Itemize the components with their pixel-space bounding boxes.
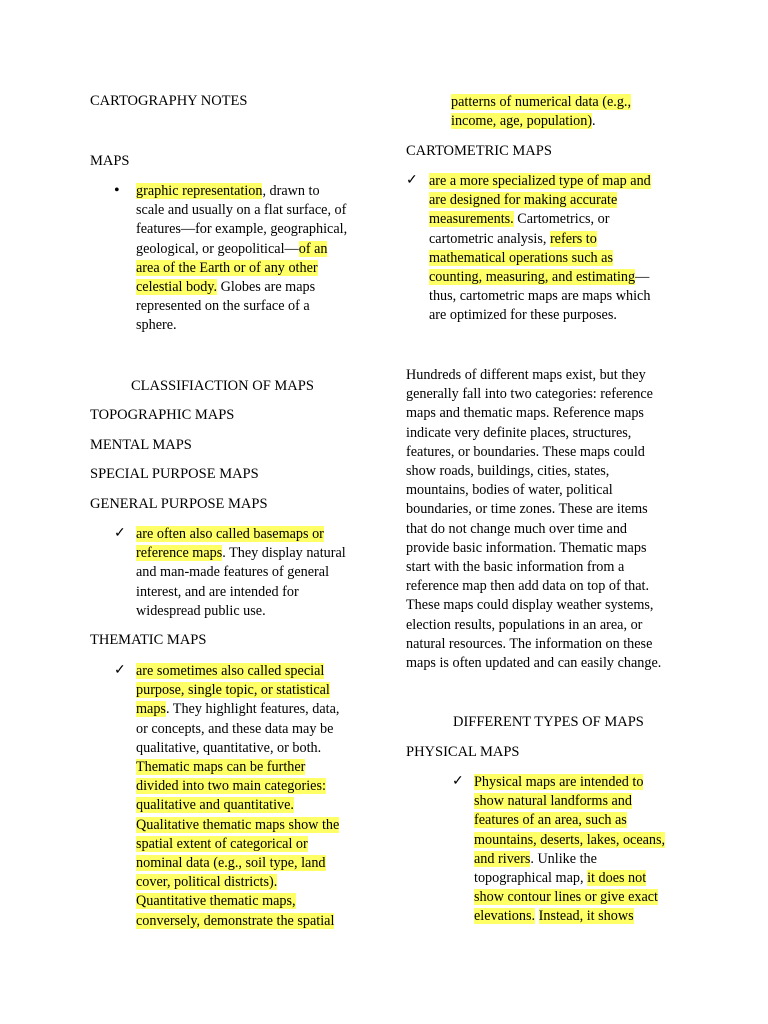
text-line xyxy=(136,912,368,931)
text-line xyxy=(136,854,368,873)
text-line: features—for example, geographical, xyxy=(136,221,348,238)
text-line: and rivers. Unlike the xyxy=(474,850,597,867)
highlight-run: Physical maps are intended to xyxy=(474,774,644,790)
text-line: interest, and are intended for xyxy=(136,583,299,600)
text-line xyxy=(474,888,684,907)
highlight-run: patterns of numerical data (e.g., xyxy=(451,94,632,110)
highlight-run: refers to xyxy=(549,230,597,247)
checkmark-icon: ✓ xyxy=(452,774,464,789)
highlight-run: divided into two main categories: xyxy=(136,778,326,795)
text-line: maps and thematic maps. Reference maps xyxy=(406,405,644,422)
text-line: widespread public use. xyxy=(136,602,266,619)
text-line xyxy=(429,249,679,268)
general-heading: GENERAL PURPOSE MAPS xyxy=(90,496,268,512)
maps-heading: MAPS xyxy=(90,153,130,169)
text-run: , drawn to xyxy=(262,183,320,199)
highlight-run: are sometimes also called special xyxy=(136,663,325,679)
highlight-run: measurements. xyxy=(429,211,514,228)
text-line xyxy=(136,681,368,700)
topographic-heading: TOPOGRAPHIC MAPS xyxy=(90,407,235,423)
highlight-run: elevations. xyxy=(474,908,536,925)
continued-text xyxy=(451,93,691,131)
text-line: provide basic information. Thematic maps xyxy=(406,539,647,556)
highlight-run: spatial extent of categorical or xyxy=(136,835,308,852)
highlight-run: counting, measuring, and estimating xyxy=(429,269,636,286)
general-bullet-text xyxy=(136,525,368,621)
thematic-bullet-text xyxy=(136,662,368,931)
text-line: are optimized for these purposes. xyxy=(429,307,617,324)
text-line: generally fall into two categories: reference xyxy=(406,386,653,403)
text-line xyxy=(136,182,368,201)
highlight-run: Qualitative thematic maps show the xyxy=(136,816,340,833)
highlight-run: of an xyxy=(298,240,328,257)
text-line xyxy=(136,758,368,777)
highlight-run: cover, political districts). xyxy=(136,874,278,891)
highlight-run: show contour lines or give exact xyxy=(474,889,658,906)
highlight-run: are often also called basemaps or xyxy=(136,526,324,542)
text-line xyxy=(136,259,368,278)
cartometric-heading: CARTOMETRIC MAPS xyxy=(406,143,552,159)
mental-heading: MENTAL MAPS xyxy=(90,437,192,453)
text-line: maps. They highlight features, data, xyxy=(136,701,340,718)
text-line xyxy=(136,816,368,835)
physical-bullet-text xyxy=(474,773,684,927)
highlight-run: area of the Earth or of any other xyxy=(136,259,318,276)
text-line xyxy=(474,907,684,926)
text-line: measurements. Cartometrics, or xyxy=(429,211,610,228)
bullet-dot-icon: • xyxy=(114,182,120,199)
highlight-run: graphic representation xyxy=(136,183,263,199)
text-line xyxy=(429,191,679,210)
text-line: qualitative, quantitative, or both. xyxy=(136,739,322,756)
text-line: reference maps. They display natural xyxy=(136,545,346,562)
text-line: indicate very definite places, structures, xyxy=(406,424,632,441)
types-heading: DIFFERENT TYPES OF MAPS xyxy=(453,714,644,730)
text-line: maps is often updated and can easily change. xyxy=(406,655,662,672)
thematic-heading: THEMATIC MAPS xyxy=(90,632,207,648)
text-line: and man-made features of general xyxy=(136,564,330,581)
highlight-run: are designed for making accurate xyxy=(429,192,618,209)
text-line: start with the basic information from a xyxy=(406,559,625,576)
text-line xyxy=(136,892,368,911)
highlight-run: it does not xyxy=(587,870,647,887)
text-line: thus, cartometric maps are maps which xyxy=(429,288,651,305)
physical-heading: PHYSICAL MAPS xyxy=(406,744,520,760)
highlight-run: income, age, population) xyxy=(451,113,593,130)
text-line: that do not change much over time and xyxy=(406,520,628,537)
highlight-run: and rivers xyxy=(474,850,531,867)
maps-bullet-text xyxy=(136,182,368,336)
text-line: cartometric analysis, refers to xyxy=(429,230,597,247)
text-line xyxy=(429,172,679,191)
highlight-run: are a more specialized type of map and xyxy=(429,173,651,189)
text-line xyxy=(136,662,368,681)
text-line: or concepts, and these data may be xyxy=(136,720,334,737)
text-line xyxy=(136,873,368,892)
text-line: scale and usually on a flat surface, of xyxy=(136,202,347,219)
classification-heading: CLASSIFIACTION OF MAPS xyxy=(131,378,314,394)
highlight-run: qualitative and quantitative. xyxy=(136,797,294,814)
text-line xyxy=(136,796,368,815)
highlight-run: mathematical operations such as xyxy=(429,249,613,266)
text-line xyxy=(451,93,691,112)
text-line: mountains, bodies of water, political xyxy=(406,482,613,499)
highlight-run: features of an area, such as xyxy=(474,812,627,829)
overview-paragraph xyxy=(406,366,686,673)
checkmark-icon: ✓ xyxy=(114,526,126,541)
text-line: natural resources. The information on these xyxy=(406,635,653,652)
text-line: income, age, population). xyxy=(451,113,596,130)
text-line: sphere. xyxy=(136,317,177,334)
text-line: celestial body. Globes are maps xyxy=(136,279,316,296)
cartometric-bullet-text xyxy=(429,172,679,326)
text-line xyxy=(474,792,684,811)
checkmark-icon: ✓ xyxy=(114,663,126,678)
special-heading: SPECIAL PURPOSE MAPS xyxy=(90,466,259,482)
text-line: topographical map, it does not xyxy=(474,870,647,887)
text-line: geological, or geopolitical—of an xyxy=(136,240,328,257)
text-line: These maps could display weather systems, xyxy=(406,597,654,614)
text-line: represented on the surface of a xyxy=(136,298,310,315)
highlight-run: maps xyxy=(136,701,166,718)
checkmark-icon: ✓ xyxy=(406,173,418,188)
text-line: reference map then add data on top of that. xyxy=(406,578,650,595)
highlight-run: show natural landforms and xyxy=(474,793,632,810)
document-title: CARTOGRAPHY NOTES xyxy=(90,93,248,109)
text-line: features, or boundaries. These maps could xyxy=(406,443,645,460)
highlight-run: Thematic maps can be further xyxy=(136,759,306,776)
text-line xyxy=(474,811,684,830)
text-line: election results, populations in an area, or xyxy=(406,616,643,633)
text-line xyxy=(136,835,368,854)
highlight-run: Quantitative thematic maps, xyxy=(136,893,296,910)
text-line xyxy=(136,777,368,796)
text-line: boundaries, or time zones. These are items xyxy=(406,501,648,518)
text-line: Hundreds of different maps exist, but they xyxy=(406,367,646,383)
highlight-run: celestial body. xyxy=(136,279,218,296)
highlight-run: nominal data (e.g., soil type, land xyxy=(136,855,326,872)
text-line xyxy=(474,773,684,792)
highlight-run: Instead, it shows xyxy=(538,908,634,925)
highlight-run: purpose, single topic, or statistical xyxy=(136,682,330,699)
text-line: counting, measuring, and estimating— xyxy=(429,269,650,286)
highlight-run: reference maps xyxy=(136,545,223,562)
highlight-run: mountains, deserts, lakes, oceans, xyxy=(474,831,666,848)
text-line: show roads, buildings, cities, states, xyxy=(406,463,610,480)
text-line xyxy=(136,525,368,544)
highlight-run: conversely, demonstrate the spatial xyxy=(136,912,335,929)
text-line xyxy=(474,831,684,850)
